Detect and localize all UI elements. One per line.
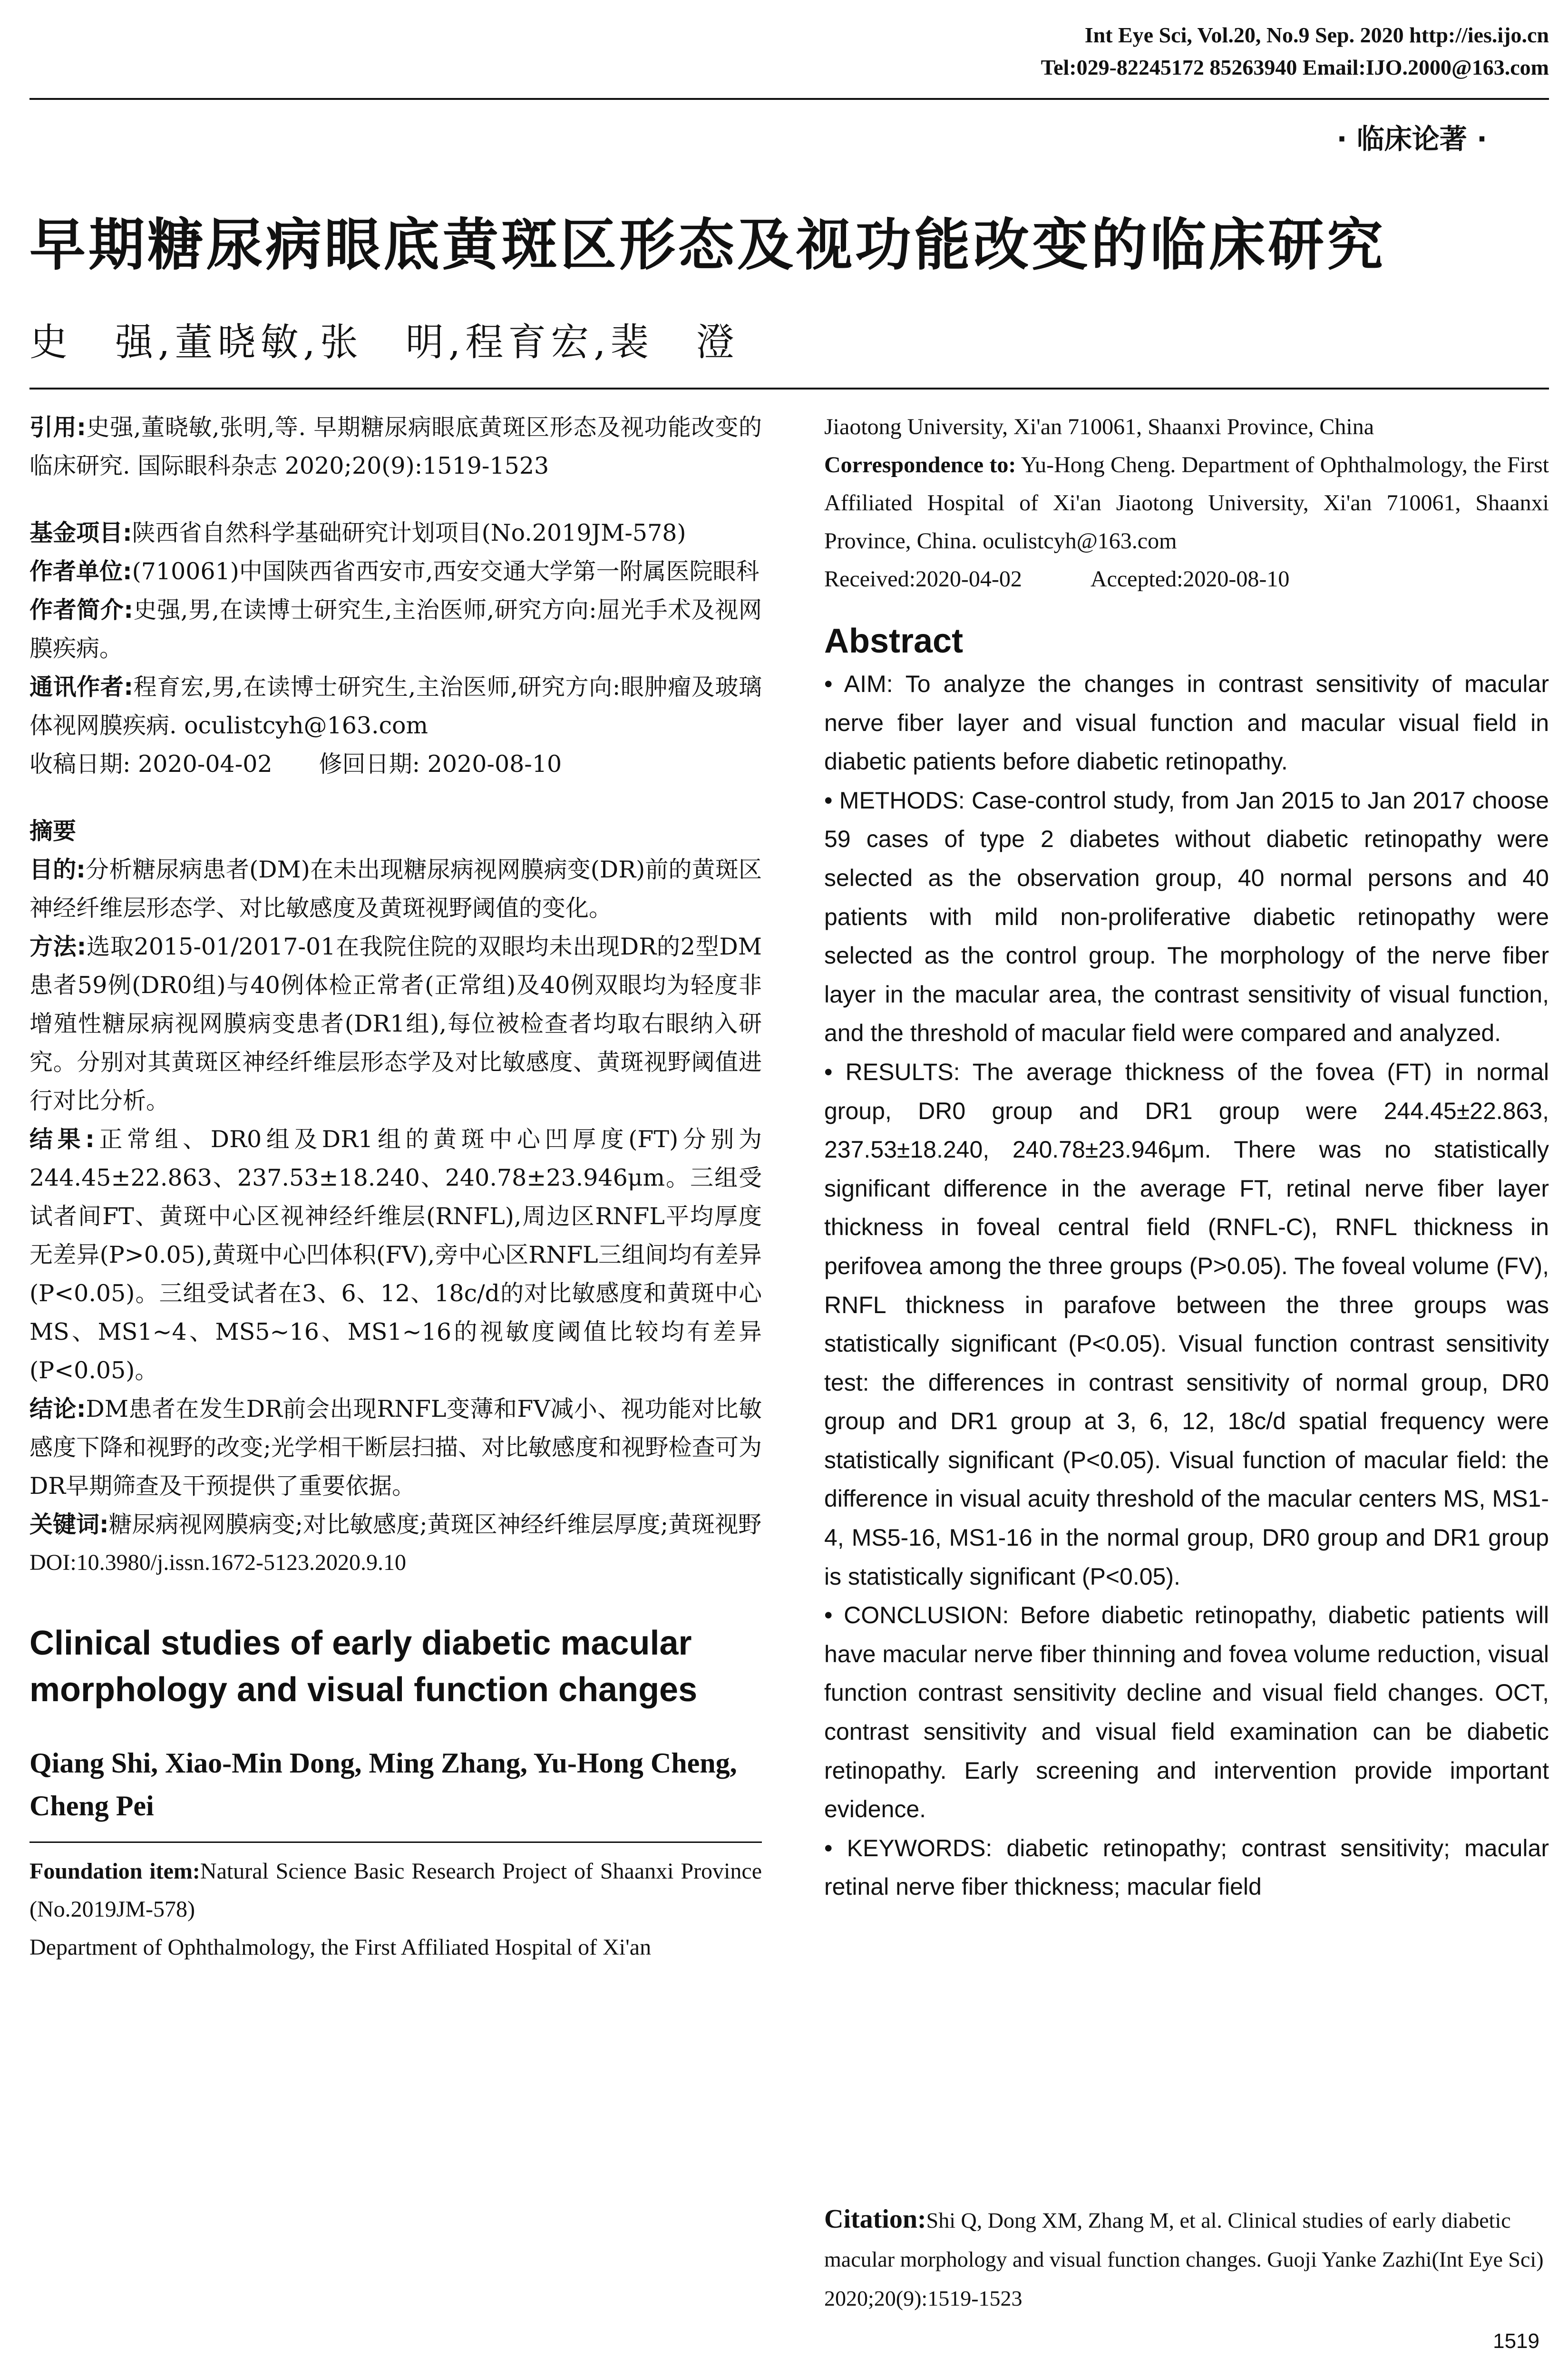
keywords-cn	[29, 1505, 762, 1544]
abstract-heading-cn: 摘要	[29, 818, 77, 845]
bio-label: 作者简介:	[29, 596, 134, 623]
aim-cn-label: 目的:	[29, 856, 86, 883]
conclusion-cn	[29, 1390, 762, 1505]
authors-en: Qiang Shi, Xiao-Min Dong, Ming Zhang, Yu-Hong Cheng, Cheng Pei	[29, 1747, 737, 1822]
foundation-text: Natural Science Basic Research Project of Shaanxi Province (No.2019JM-578)	[29, 1859, 762, 1922]
journal-header-line2: Tel:029-82245172 85263940 Email:IJO.2000@163.com	[1041, 55, 1549, 79]
abstract-heading-en: Abstract	[824, 622, 964, 660]
author-unit	[29, 552, 762, 591]
section-tag: · 临床论著 ·	[1336, 123, 1487, 155]
keywords-cn-label: 关键词:	[29, 1511, 109, 1538]
fund-text: 陕西省自然科学基础研究计划项目(No.2019JM-578)	[132, 519, 686, 546]
citation-cn-label: 引用:	[29, 414, 86, 441]
citation-en-label: Citation:	[824, 2204, 926, 2234]
conclusion-cn-text: DM患者在发生DR前会出现RNFL变薄和FV减小、视功能对比敏感度下降和视野的改变;光学相干断层扫描、对比敏感度和视野检查可为DR早期筛查及干预提供了重要依据。	[29, 1395, 762, 1500]
corr-cn-label: 通讯作者:	[29, 673, 134, 701]
journal-header-line1: Int Eye Sci, Vol.20, No.9 Sep. 2020 http://ies.ijo.cn	[1084, 23, 1549, 47]
affiliation-en-cont: Jiaotong University, Xi'an 710061, Shaanxi Province, China	[824, 414, 1374, 439]
results-en: • RESULTS: The average thickness of the fovea (FT) in normal group, DR0 group and DR1 group were 244.45±22.863, 237.53±18.240, 240.78±23.946μm. There was no statistically significant difference in the average FT, retinal nerve fiber layer thickness in foveal central field (RNFL-C), RNFL thickness in perifovea among the three groups (P>0.05). The foveal volume (FV), RNFL thickness in parafove between the three groups was statistically significant (P<0.05). Visual function contrast sensitivity test: the differences in contrast sensitivity of normal group, DR0 group and DR1 group at 3, 6, 12, 18c/d spatial frequency were statistically significant (P<0.05). Visual function of macular field: the difference in visual acuity threshold of the macular centers MS, MS1-4, MS5-16, MS1-16 in the normal group, DR0 group and DR1 group is statistically significant (P<0.05).	[824, 1058, 1549, 1590]
citation-cn	[29, 408, 762, 485]
correspondence-en-label: Correspondence to:	[824, 452, 1016, 477]
fund-label: 基金项目:	[29, 519, 132, 546]
conclusion-en: • CONCLUSION: Before diabetic retinopathy, diabetic patients will have macular nerve fiber thinning and fovea volume reduction, visual function contrast sensitivity decline and visual field changes. OCT, contrast sensitivity and visual field examination can be diabetic retinopathy. Early screening and intervention provide important evidence.	[824, 1602, 1549, 1823]
aim-cn-text: 分析糖尿病患者(DM)在未出现糖尿病视网膜病变(DR)前的黄斑区神经纤维层形态学、对比敏感度及黄斑视野阈值的变化。	[29, 856, 762, 922]
citation-cn-text: 史强,董晓敏,张明,等. 早期糖尿病眼底黄斑区形态及视功能改变的临床研究. 国际眼科杂志 2020;20(9):1519-1523	[29, 414, 762, 479]
keywords-en: • KEYWORDS: diabetic retinopathy; contrast sensitivity; macular retinal nerve fiber thickness; macular field	[824, 1834, 1549, 1900]
footnote-divider	[29, 1841, 762, 1843]
aim-en: • AIM: To analyze the changes in contrast sensitivity of macular nerve fiber layer and visual function and macular visual field in diabetic patients before diabetic retinopathy.	[824, 671, 1549, 775]
article-title-en: Clinical studies of early diabetic macular morphology and visual function changes	[29, 1624, 698, 1709]
unit-label: 作者单位:	[29, 558, 132, 585]
authors-cn: 史 强,董晓敏,张 明,程育宏,裴 澄	[29, 320, 739, 364]
results-cn	[29, 1120, 762, 1390]
affiliation-en: Department of Ophthalmology, the First Affiliated Hospital of Xi'an	[29, 1935, 652, 1960]
citation-en	[824, 2200, 1549, 2318]
header-divider	[29, 98, 1549, 100]
foundation-item	[29, 1852, 762, 1929]
citation-en-text: Shi Q, Dong XM, Zhang M, et al. Clinical studies of early diabetic macular morphology and visual function changes. Guoji Yanke Zazhi(Int Eye Sci) 2020;20(9):1519-1523	[824, 2208, 1544, 2310]
methods-cn-label: 方法:	[29, 933, 87, 960]
keywords-cn-text: 糖尿病视网膜病变;对比敏感度;黄斑区神经纤维层厚度;黄斑视野	[108, 1511, 762, 1538]
unit-text: (710061)中国陕西省西安市,西安交通大学第一附属医院眼科	[132, 558, 760, 585]
correspondence-en	[824, 446, 1549, 560]
author-bio	[29, 591, 762, 668]
doi[interactable]: DOI:10.3980/j.issn.1672-5123.2020.9.10	[29, 1550, 406, 1575]
left-column	[29, 408, 762, 1967]
methods-cn-text: 选取2015-01/2017-01在我院住院的双眼均未出现DR的2型DM患者59例(DR0组)与40例体检正常者(正常组)及40例双眼均为轻度非增殖性糖尿病视网膜病变患者(DR1组),每位被检查者均取右眼纳入研究。分别对其黄斑区神经纤维层形态学及对比敏感度、黄斑视野阈值进行对比分析。	[29, 933, 762, 1114]
right-column	[824, 408, 1549, 1907]
authors-divider	[29, 388, 1549, 390]
methods-cn	[29, 927, 762, 1120]
article-title-cn: 早期糖尿病眼底黄斑区形态及视功能改变的临床研究	[29, 212, 1386, 278]
received-accepted-en: Received:2020-04-02 Accepted:2020-08-10	[824, 566, 1290, 592]
corresponding-author	[29, 668, 762, 745]
results-cn-label: 结果:	[29, 1126, 95, 1153]
correspondence-en-text: Yu-Hong Cheng. Department of Ophthalmology, the First Affiliated Hospital of Xi'an Jiaotong University, Xi'an 710061, Shaanxi Province, China. oculistcyh@163.com	[824, 452, 1549, 554]
journal-header	[1041, 19, 1549, 84]
page-number: 1519	[1493, 2329, 1539, 2353]
results-cn-text: 正常组、DR0组及DR1组的黄斑中心凹厚度(FT)分别为244.45±22.863、237.53±18.240、240.78±23.946μm。三组受试者间FT、黄斑中心区视神经纤维层(RNFL),周边区RNFL平均厚度无差异(P>0.05),黄斑中心凹体积(FV),旁中心区RNFL三组间均有差异(P<0.05)。三组受试者在3、6、12、18c/d的对比敏感度和黄斑中心MS、MS1~4、MS5~16、MS1~16的视敏度阈值比较均有差异(P<0.05)。	[29, 1126, 762, 1384]
aim-cn	[29, 850, 762, 927]
foundation-label: Foundation item:	[29, 1859, 200, 1884]
corr-cn-text: 程育宏,男,在读博士研究生,主治医师,研究方向:眼肿瘤及玻璃体视网膜疾病. oculistcyh@163.com	[29, 673, 762, 739]
received-dates-cn: 收稿日期: 2020-04-02 修回日期: 2020-08-10	[29, 750, 562, 778]
fund-item	[29, 514, 762, 552]
methods-en: • METHODS: Case-control study, from Jan 2015 to Jan 2017 choose 59 cases of type 2 diabetes without diabetic retinopathy were selected as the observation group, 40 normal persons and 40 patients with mild non-proliferative diabetic retinopathy were selected as the control group. The morphology of the nerve fiber layer in the macular area, the contrast sensitivity of visual function, and the threshold of macular field were compared and analyzed.	[824, 787, 1549, 1047]
bio-text: 史强,男,在读博士研究生,主治医师,研究方向:屈光手术及视网膜疾病。	[29, 596, 762, 662]
conclusion-cn-label: 结论:	[29, 1395, 86, 1422]
